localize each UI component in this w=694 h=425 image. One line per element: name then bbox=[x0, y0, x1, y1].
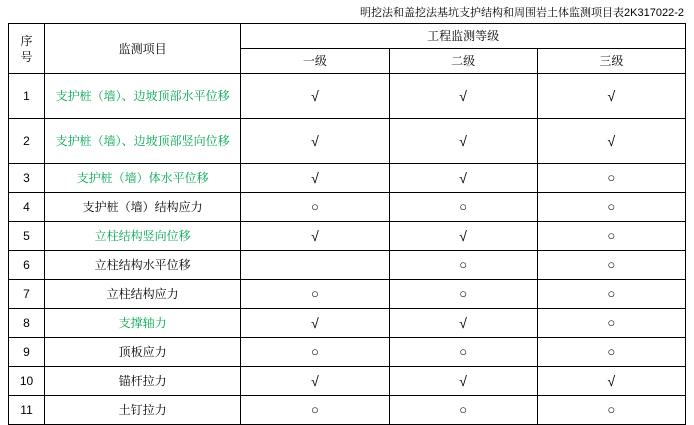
grade-1-mark bbox=[241, 222, 389, 251]
row-number: 5 bbox=[9, 222, 45, 251]
grade-1-mark bbox=[241, 74, 389, 119]
grade-3-mark bbox=[537, 251, 685, 280]
table-row bbox=[9, 119, 686, 164]
circle-icon: ○ bbox=[607, 315, 616, 330]
check-icon: √ bbox=[459, 314, 467, 331]
grade-1-mark bbox=[241, 309, 389, 338]
circle-icon: ○ bbox=[459, 199, 468, 214]
grade-2-mark bbox=[389, 280, 537, 309]
header-no bbox=[9, 24, 45, 74]
table-row bbox=[9, 193, 686, 222]
grade-1-mark bbox=[241, 396, 389, 425]
circle-icon: ○ bbox=[607, 402, 616, 417]
monitoring-item-name: 立柱结构水平位移 bbox=[45, 251, 241, 280]
table-row bbox=[9, 367, 686, 396]
grade-2-mark bbox=[389, 367, 537, 396]
page-title: 明挖法和盖挖法基坑支护结构和周围岩土体监测项目表2K317022-2 bbox=[360, 7, 684, 19]
check-icon: √ bbox=[459, 372, 467, 389]
row-number: 2 bbox=[9, 119, 45, 164]
grade-2-mark bbox=[389, 193, 537, 222]
circle-icon: ○ bbox=[607, 286, 616, 301]
grade-2-mark bbox=[389, 309, 537, 338]
header-no-line2: 号 bbox=[20, 49, 33, 64]
circle-icon: ○ bbox=[607, 170, 616, 185]
row-number: 1 bbox=[9, 74, 45, 119]
check-icon: √ bbox=[607, 87, 616, 104]
monitoring-item-name: 土钉拉力 bbox=[45, 396, 241, 425]
circle-icon: ○ bbox=[607, 257, 616, 272]
table-row bbox=[9, 251, 686, 280]
circle-icon: ○ bbox=[310, 286, 319, 301]
grade-2-mark bbox=[389, 164, 537, 193]
table-body bbox=[9, 74, 686, 425]
monitoring-item-name: 支撑轴力 bbox=[45, 309, 241, 338]
circle-icon: ○ bbox=[310, 199, 319, 214]
grade-2-mark bbox=[389, 251, 537, 280]
monitoring-items-table bbox=[8, 23, 686, 425]
grade-1-mark bbox=[241, 193, 389, 222]
check-icon: √ bbox=[607, 132, 616, 149]
grade-1-mark bbox=[241, 338, 389, 367]
table-row bbox=[9, 309, 686, 338]
circle-icon: ○ bbox=[459, 257, 468, 272]
monitoring-item-name: 立柱结构应力 bbox=[45, 280, 241, 309]
circle-icon: ○ bbox=[459, 402, 468, 417]
circle-icon: ○ bbox=[607, 228, 616, 243]
check-icon: √ bbox=[311, 314, 319, 331]
grade-3-mark bbox=[537, 367, 685, 396]
check-icon: √ bbox=[311, 169, 319, 186]
grade-2-mark bbox=[389, 396, 537, 425]
header-grade-2: 二级 bbox=[389, 49, 537, 74]
circle-icon: ○ bbox=[310, 344, 319, 359]
row-number: 3 bbox=[9, 164, 45, 193]
monitoring-item-name: 支护桩（墙）、边坡顶部水平位移 bbox=[45, 74, 241, 119]
grade-1-mark bbox=[241, 164, 389, 193]
grade-2-mark bbox=[389, 74, 537, 119]
header-grade-3: 三级 bbox=[537, 49, 685, 74]
grade-2-mark bbox=[389, 222, 537, 251]
row-number: 10 bbox=[9, 367, 45, 396]
grade-3-mark bbox=[537, 280, 685, 309]
grade-3-mark bbox=[537, 396, 685, 425]
row-number: 11 bbox=[9, 396, 45, 425]
table-row bbox=[9, 164, 686, 193]
check-icon: √ bbox=[459, 169, 467, 186]
header-no-line1: 序 bbox=[20, 33, 33, 48]
monitoring-item-name: 顶板应力 bbox=[45, 338, 241, 367]
monitoring-item-name: 支护桩（墙）结构应力 bbox=[45, 193, 241, 222]
check-icon: √ bbox=[459, 132, 467, 149]
monitoring-item-name: 支护桩（墙）体水平位移 bbox=[45, 164, 241, 193]
table-row bbox=[9, 338, 686, 367]
table-row bbox=[9, 396, 686, 425]
header-grade-group: 工程监测等级 bbox=[241, 24, 686, 49]
grade-1-mark bbox=[241, 251, 389, 280]
table-row bbox=[9, 222, 686, 251]
row-number: 6 bbox=[9, 251, 45, 280]
check-icon: √ bbox=[311, 132, 319, 149]
grade-3-mark bbox=[537, 74, 685, 119]
check-icon: √ bbox=[607, 372, 616, 389]
grade-3-mark bbox=[537, 193, 685, 222]
row-number: 4 bbox=[9, 193, 45, 222]
grade-1-mark bbox=[241, 280, 389, 309]
row-number: 7 bbox=[9, 280, 45, 309]
circle-icon: ○ bbox=[607, 344, 616, 359]
monitoring-item-name: 支护桩（墙）、边坡顶部竖向位移 bbox=[45, 119, 241, 164]
check-icon: √ bbox=[459, 227, 467, 244]
grade-2-mark bbox=[389, 119, 537, 164]
grade-3-mark bbox=[537, 222, 685, 251]
grade-3-mark bbox=[537, 338, 685, 367]
circle-icon: ○ bbox=[310, 402, 319, 417]
check-icon: √ bbox=[311, 372, 319, 389]
grade-1-mark bbox=[241, 367, 389, 396]
monitoring-item-name: 锚杆拉力 bbox=[45, 367, 241, 396]
table-row bbox=[9, 280, 686, 309]
header-item: 监测项目 bbox=[45, 24, 241, 74]
grade-3-mark bbox=[537, 309, 685, 338]
row-number: 8 bbox=[9, 309, 45, 338]
grade-2-mark bbox=[389, 338, 537, 367]
grade-3-mark bbox=[537, 164, 685, 193]
table-row bbox=[9, 74, 686, 119]
circle-icon: ○ bbox=[459, 344, 468, 359]
row-number: 9 bbox=[9, 338, 45, 367]
check-icon: √ bbox=[311, 87, 319, 104]
check-icon: √ bbox=[459, 87, 467, 104]
grade-1-mark bbox=[241, 119, 389, 164]
header-grade-1: 一级 bbox=[241, 49, 389, 74]
table-header-row-1 bbox=[9, 24, 686, 49]
monitoring-item-name: 立柱结构竖向位移 bbox=[45, 222, 241, 251]
circle-icon: ○ bbox=[459, 286, 468, 301]
table-header bbox=[9, 24, 686, 74]
grade-3-mark bbox=[537, 119, 685, 164]
check-icon: √ bbox=[311, 227, 319, 244]
circle-icon: ○ bbox=[607, 199, 616, 214]
